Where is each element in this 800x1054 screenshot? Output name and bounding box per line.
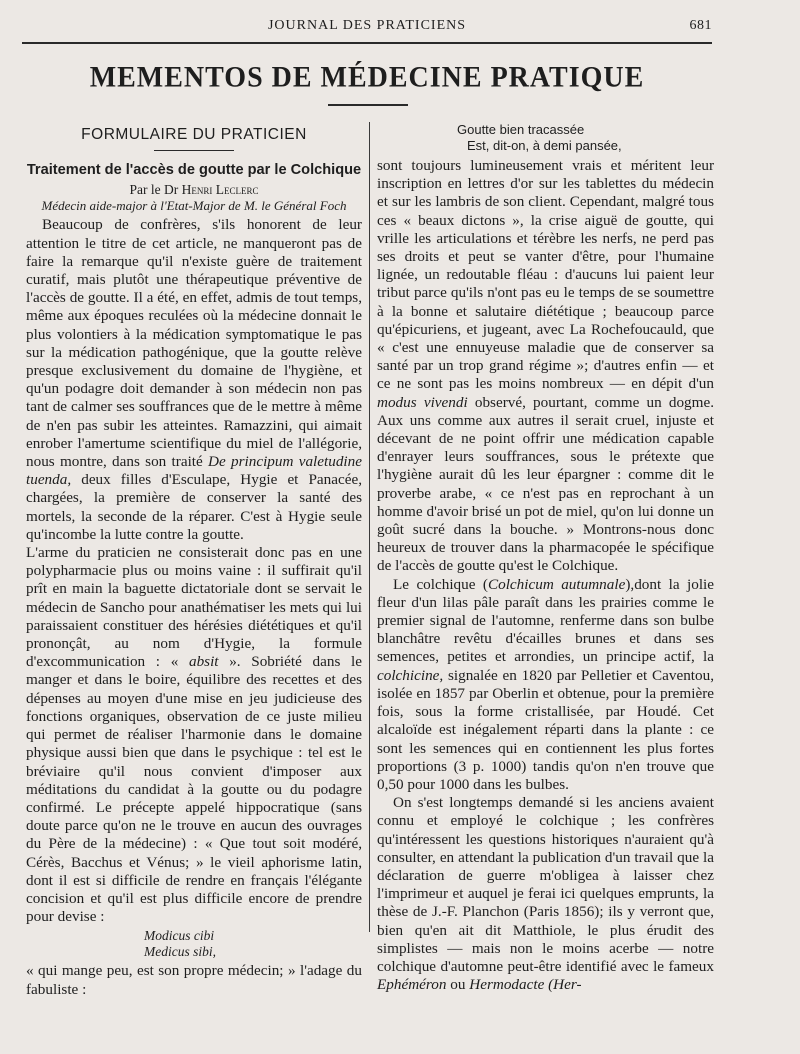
paragraph-2-emphasis: absit xyxy=(188,653,219,671)
author-name: Henri Leclerc xyxy=(181,182,259,198)
fable-line-1: Goutte bien tracassée xyxy=(457,122,585,137)
paragraph-5 xyxy=(377,576,714,794)
paragraph-6-text-b: ou xyxy=(450,976,466,994)
paragraph-1-emphasis: De principum valetudine tuenda, xyxy=(26,453,362,489)
paragraph-6-text-a: On s'est longtemps demandé si les anciens avaient connu et employé le colchique ; les confrères qu'intéressent les questions historiques n'auraient qu'à consulter, en attendant la publication d'un travail que la déclaration de guerre m'obligea à laisser chez l'imprimeur et auquel je ferai ici quelques emprunts, la thèse de J.-F. Planchon (Paris 1856); ils y verront que, bien qu'en ait dit Matthiole, le plus érudit des simplistes — mais non le moins acerbe — notre colchique d'automne peut-être identifié avec le fameux xyxy=(377,794,714,975)
paragraph-3: « qui mange peu, est son propre médecin; » l'adage du fabuliste : xyxy=(26,962,362,998)
running-title: JOURNAL DES PRATICIENS xyxy=(267,18,467,33)
paragraph-5-emphasis-1: Colchicum autumnale xyxy=(487,575,626,593)
verse-line-2: Medicus sibi, xyxy=(144,944,216,960)
paragraph-2-text-b: ». Sobriété dans le manger et dans le boire, équilibre des recettes et des dépenses au moyen d'une mise en jeu judicieuse des fonctions organiques, observation de ce juste milieu qui permet de réaliser l'harmonie dans le domaine physique aussi bien que dans le psychique : tel est le bréviaire qu'il nous convient d'imposer aux méditations du candidat à la goutte ou du podagre confirmé. Le précepte appelé hippocratique (sans doute parce qu'on ne le trouve en aucun des ouvrages du Père de la médecine) : « Que tout soit modéré, Cérès, Bacchus et Vénus; » le vieil aphorisme latin, dont il est si difficile de rendre en français l'élégante concision et qu'il est plus difficile encore de prendre pour devise : xyxy=(26,653,362,926)
latin-verse xyxy=(144,928,362,960)
byline-prefix: Par le Dr xyxy=(129,182,179,198)
paragraph-4-emphasis: modus vivendi xyxy=(377,393,468,411)
paragraph-6 xyxy=(377,794,714,994)
paragraph-1-text-b: deux filles d'Esculape, Hygie et Panacée, chargées, la première de conserver la santé des mortels, la seconde de la réparer. C'est à Hygie seule qu'incombe la lutte contre la goutte. xyxy=(26,471,363,543)
paragraph-4-text-a: sont toujours lumineusement vrais et méritent leur inscription en lettres d'or sur les tablettes du médecin et sur les lambris de son client. Cependant, malgré tous ces « beaux dictons », la crise aiguë de goutte, qui vrille les articulations et térèbre les nerfs, ne perd pas ses droits et peut se vanter d'être, pour l'humaine lignée, un redoutable fléau : d'aucuns lui paient leur tribut parce qu'ils n'ont pas eu le temps de se soumettre à la bonne et salutaire diététique ; beaucoup parce qu'épicuriens, et jugeant, avec La Rochefoucauld, que « c'est une ennuyeuse maladie que de conserver sa santé par un trop grand régime »; d'autres enfin — et ce ne sont pas les moins nombreux — en dépit d'un xyxy=(377,157,714,393)
paragraph-2 xyxy=(26,544,362,926)
right-column xyxy=(377,120,714,994)
left-column xyxy=(26,120,362,999)
paragraph-5-emphasis-2: colchicine, xyxy=(377,666,444,684)
article-title: Traitement de l'accès de goutte par le Colchique xyxy=(26,162,362,179)
paragraph-4-text-b: observé, pourtant, comme un dogme. Aux uns comme aux autres il serait cruel, injuste et décevant de ne point offrir une médication capable d'enrayer leurs souffrances, sous le prétexte que l'hygiène aurait dû les leur épargner : comme dit le proverbe arabe, « ce n'est pas en reprochant à un homme d'avoir brisé un pot de miel, qu'on lui donne un goût sucré dans la bouche. » Montrons-nous donc heureux de trouver dans la pharmacopée le spécifique de l'accès de goutte qu'est le Colchique. xyxy=(377,393,714,575)
paragraph-2-text-a: L'arme du praticien ne consisterait donc pas en une polypharmacie plus ou moins vaine : il suffirait qu'il prît en main la baguette dictatoriale dont se servait le médecin de Sancho pour anathématiser les mets qui lui paraissaient constituer des hérésies diététiques et qu'il prononçât, au nom d'Hygie, la formule d'excommunication : « xyxy=(26,544,362,671)
paragraph-5-text-c: signalée en 1820 par Pelletier et Caventou, isolée en 1857 par Oberlin et obtenue, pour la première fois, sous la forme cristallisée, par Houdé. Cet alcaloïde est inégalement réparti dans la plante : ce sont les semences qui en contiennent les plus fortes proportions (3 p. 1000) tandis qu'on n'en trouve que 0,50 pour 1000 dans les bulbes. xyxy=(377,666,714,793)
section-rule xyxy=(154,150,234,151)
paragraph-1-text-a: Beaucoup de confrères, s'ils honorent de leur attention le titre de cet article, ne manqueront pas de faire la remarque qu'il n'existe guère de traitement curatif, mais plutôt une thérapeutique préventive de l'accès de goutte. Il a été, en effet, admis de tout temps, même aux époques reculées où la médecine donnait le plus volontiers à la médication symptomatique le pas sur la médication pathogénique, que la goutte relève presque exclusivement du domaine de l'hygiène, et qu'un podagre doit demander à son médecin non pas tant de calmer ses souffrances que de le mettre à même de n'en pas subir les atteintes. Ramazzini, qui aimait enrober l'amertume scientifique du miel de l'allégorie, nous montre, dans son traité xyxy=(26,216,362,471)
byline xyxy=(26,182,362,198)
running-head xyxy=(22,18,712,38)
paragraph-5-text-b: ),dont la jolie fleur d'un lilas pâle paraît dans les prairies comme le premier signal de l'automne, renferme dans son bulbe blanchâtre revêtu d'écailles brunes et dans ses semences, petites et arrondies, un principe actif, la xyxy=(377,575,715,666)
page-number: 681 xyxy=(689,18,712,33)
title-rule xyxy=(328,104,408,106)
paragraph-6-emphasis-2: Hermodacte (Her- xyxy=(469,976,582,994)
paragraph-6-emphasis-1: Ephéméron xyxy=(377,976,447,994)
column-divider xyxy=(369,122,370,932)
fable-verse xyxy=(457,122,714,153)
paragraph-1 xyxy=(26,216,362,544)
section-heading: FORMULAIRE DU PRATICIEN xyxy=(81,126,307,143)
main-title: MEMENTOS DE MÉDECINE PRATIQUE xyxy=(89,61,645,94)
paragraph-5-text-a: Le colchique ( xyxy=(393,575,488,593)
fable-line-2: Est, dit-on, à demi pansée, xyxy=(467,137,622,153)
paragraph-4 xyxy=(377,157,714,576)
verse-line-1: Modicus cibi xyxy=(144,928,215,944)
header-rule xyxy=(22,42,712,44)
author-affiliation: Médecin aide-major à l'Etat-Major de M. le Général Foch xyxy=(41,198,347,214)
